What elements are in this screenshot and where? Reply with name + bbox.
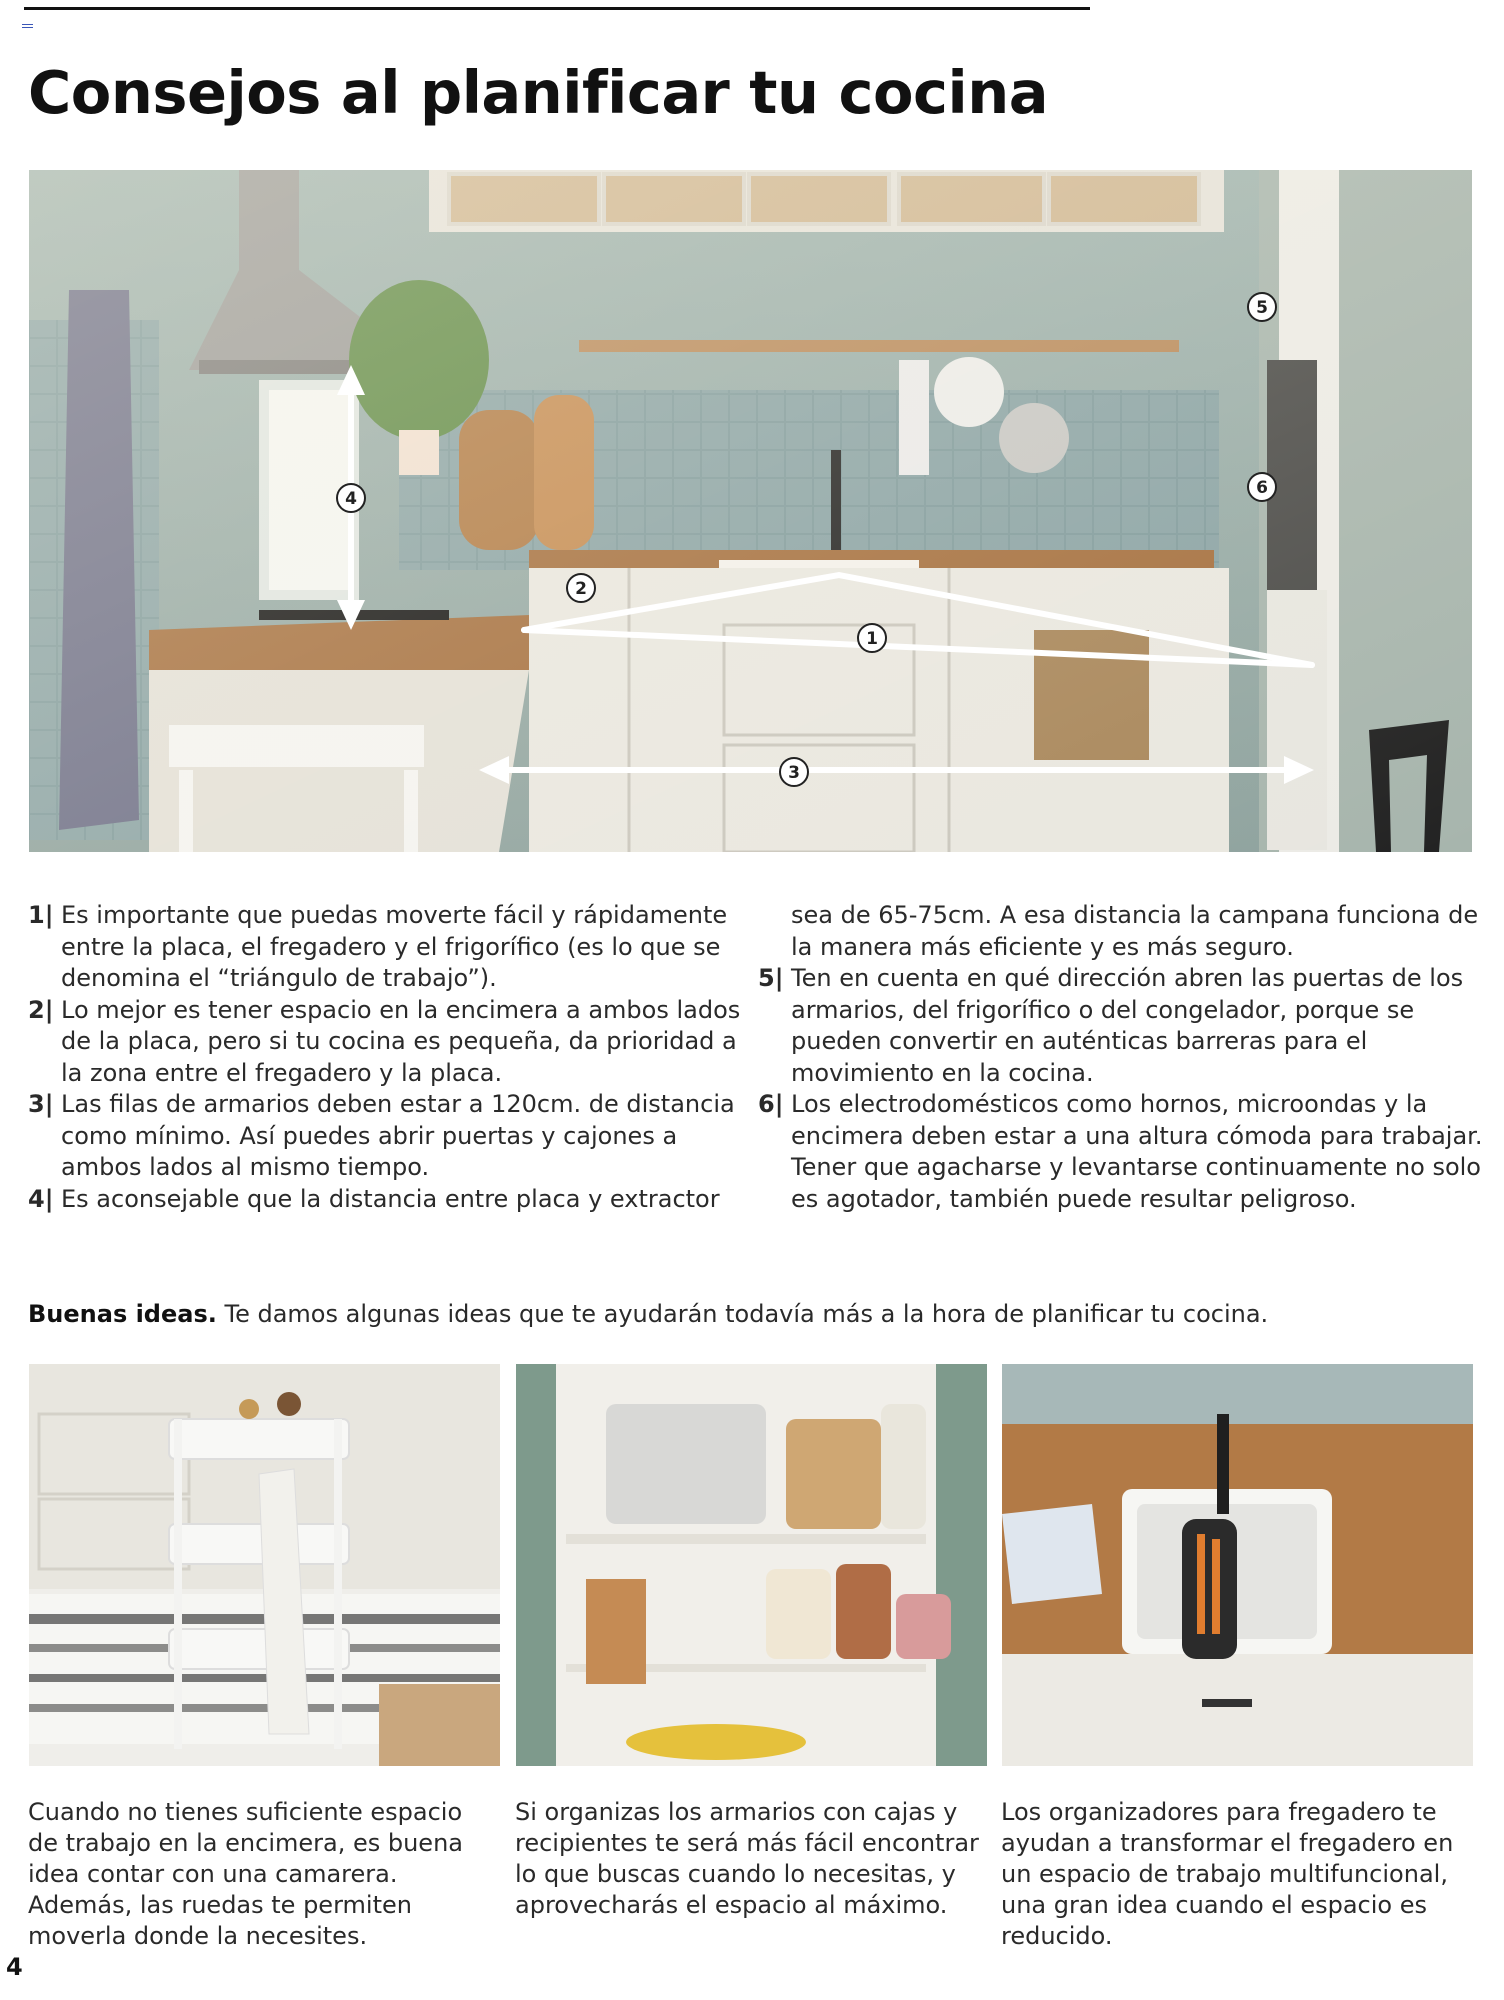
tip-4: [28, 1184, 748, 1216]
sink-organizer-photo: [1002, 1364, 1473, 1766]
tip-text: Lo mejor es tener espacio en la encimera a ambos lados de la placa, pero si tu cocina es pequeña, da prioridad a la zona entre el fregadero y la placa.: [61, 995, 741, 1087]
ideas-heading: Buenas ideas.: [28, 1300, 217, 1328]
tip-text: Los electrodomésticos como hornos, microondas y la encimera deben estar a una altura cómoda para trabajar. Tener que agacharse y levantarse continuamente no solo es agotador, también puede resultar peligroso.: [791, 1090, 1483, 1213]
svg-text:2: 2: [575, 579, 587, 599]
tip-2: [28, 995, 748, 1090]
tip-3: [28, 1089, 748, 1184]
tips-left-column: [28, 900, 748, 1215]
tip-number: 6|: [758, 1090, 784, 1118]
corner-mark-icon: [22, 24, 33, 30]
marker-1: [858, 624, 886, 652]
idea-caption-sink: Los organizadores para fregadero te ayudan a transformar el fregadero en un espacio de trabajo multifuncional, una gran idea cuando el espacio es reducido.: [1001, 1798, 1454, 1950]
kitchen-hero-image: [29, 170, 1472, 852]
tip-number: 5|: [758, 964, 784, 992]
tip-1: [28, 900, 748, 995]
marker-4: [337, 484, 365, 512]
tip-text: Las filas de armarios deben estar a 120cm. de distancia como mínimo. Así puedes abrir puertas y cajones a ambos lados al mismo tiempo.: [61, 1090, 735, 1181]
ideas-intro: [28, 1300, 1268, 1328]
cabinet-organizers-photo: [516, 1364, 987, 1766]
tip-text: Ten en cuenta en qué dirección abren las puertas de los armarios, del frigorífico o del congelador, porque se pueden convertir en auténticas barreras para el movimiento en la cocina.: [791, 964, 1464, 1087]
ideas-intro-text: Te damos algunas ideas que te ayudarán todavía más a la hora de planificar tu cocina.: [224, 1300, 1269, 1328]
tips-right-column: [758, 900, 1498, 1215]
svg-text:1: 1: [866, 629, 878, 649]
page-number: 4: [6, 1953, 23, 1981]
marker-2: [567, 574, 595, 602]
marker-5: [1248, 293, 1276, 321]
marker-6: [1248, 473, 1276, 501]
tip-5: [758, 963, 1498, 1089]
tip-text: Es aconsejable que la distancia entre placa y extractor: [61, 1184, 720, 1213]
svg-text:4: 4: [345, 489, 357, 509]
svg-text:3: 3: [788, 763, 800, 783]
tip-number: 4|: [28, 1184, 54, 1213]
marker-3: [780, 758, 808, 786]
tip-4-continuation: sea de 65-75cm. A esa distancia la campana funciona de la manera más eficiente y es más seguro.: [791, 901, 1479, 961]
rolling-cart-photo: [29, 1364, 500, 1766]
tip-number: 1|: [28, 901, 54, 929]
svg-text:5: 5: [1256, 298, 1268, 318]
page-title: Consejos al planificar tu cocina: [28, 58, 1049, 127]
tip-number: 2|: [28, 995, 54, 1024]
tip-number: 3|: [28, 1090, 54, 1118]
top-rule: [24, 7, 1090, 10]
tip-6: [758, 1089, 1498, 1215]
svg-text:6: 6: [1256, 478, 1268, 498]
idea-caption-organizers: Si organizas los armarios con cajas y recipientes te será más fácil encontrar lo que buscas cuando lo necesitas, y aprovecharás el espacio al máximo.: [515, 1798, 979, 1919]
idea-caption-cart: Cuando no tienes suficiente espacio de trabajo en la encimera, es buena idea contar con una camarera. Además, las ruedas te permiten moverla donde la necesites.: [28, 1798, 463, 1950]
tip-text: Es importante que puedas moverte fácil y rápidamente entre la placa, el fregadero y el frigorífico (es lo que se denomina el “triángulo de trabajo”).: [61, 901, 728, 992]
